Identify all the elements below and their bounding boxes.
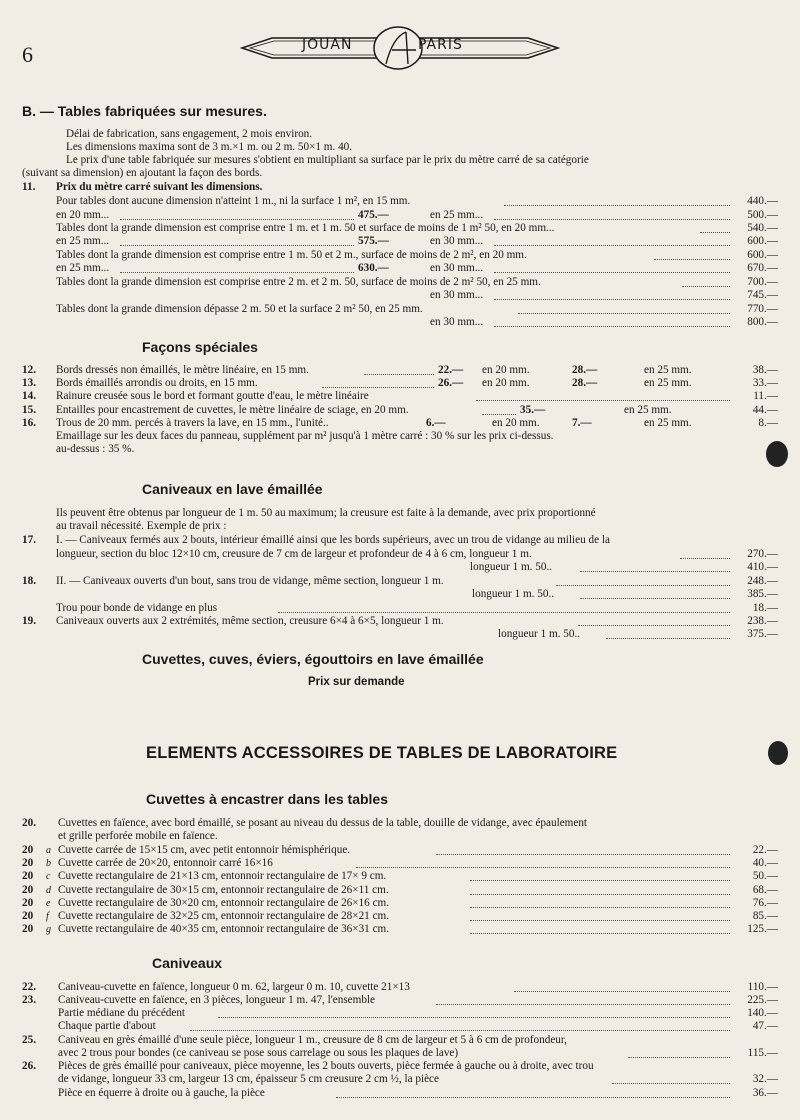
price: 700.— [747, 276, 778, 288]
section-b-title: B. — Tables fabriquées sur mesures. [22, 103, 267, 119]
caniveau-text: Pièce en équerre à droite ou à gauche, la pièce [58, 1087, 265, 1099]
item-number: 16. [22, 417, 36, 429]
price: 540.— [747, 222, 778, 234]
price: 745.— [747, 289, 778, 301]
caniveau-text: avec 2 trous pour bondes (ce caniveau se pose sous carrelage ou sous les plaques de lave) [58, 1047, 459, 1059]
item-number: 20 [22, 896, 34, 909]
caniveaux-lave-title: Caniveaux en lave émaillée [142, 481, 323, 497]
facon-text: Bords dressés non émaillés, le mètre linéaire, en 15 mm. [56, 364, 309, 376]
cuvette-text: et grille perforée mobile en faïence. [58, 830, 218, 842]
item-number: 17. [22, 534, 36, 546]
table-line: en 25 mm... [430, 209, 484, 221]
inline-price: 35.— [520, 404, 546, 416]
price-on-demand: Prix sur demande [308, 676, 405, 688]
price: 670.— [747, 262, 778, 274]
intro-line: Le prix d'une table fabriquée sur mesures s'obtient en multipliant sa surface par le prix du mètre carré de sa catégorie [66, 154, 589, 166]
facon-measure: en 25 mm. [644, 364, 692, 376]
logo-text-right: PARIS [418, 37, 463, 53]
cuvette-item-text: Cuvette carrée de 20×20, entonnoir carré 16×16 [58, 857, 273, 870]
facon-measure: en 25 mm. [624, 404, 672, 416]
caniveau-text: longueur 1 m. 50.. [470, 561, 553, 573]
item-number: 11. [22, 181, 36, 193]
facon-text: Entailles pour encastrement de cuvettes, le mètre linéaire de sciage, en 20 mm. [56, 404, 409, 416]
price: 600.— [747, 249, 778, 261]
caniveau-text: Caniveau en grès émaillé d'une seule pièce, longueur 1 m., creusure de 8 cm de largeur et 5 à 6 cm de profondeur, [58, 1034, 567, 1046]
facon-measure: en 25 mm. [644, 417, 692, 429]
intro-line: Délai de fabrication, sans engagement, 2 mois environ. [66, 128, 313, 140]
price: 18.— [752, 602, 778, 614]
price: 248.— [747, 575, 778, 587]
price: 125.— [747, 923, 778, 936]
price: 225.— [747, 994, 778, 1006]
cuvette-item-text: Cuvette rectangulaire de 40×35 cm, entonnoir rectangulaire de 36×31 cm. [58, 923, 390, 936]
item-number: 26. [22, 1060, 36, 1072]
inline-price: 26.— [438, 377, 464, 389]
item-number: 20. [22, 817, 36, 829]
logo-banner [240, 26, 560, 72]
item-number: 20 [22, 857, 34, 870]
cuvette-item-text: Cuvette rectangulaire de 30×20 cm, entonnoir rectangulaire de 26×16 cm. [58, 896, 390, 909]
facon-text: Rainure creusée sous le bord et formant goutte d'eau, le mètre linéaire [56, 390, 369, 402]
item-suffix: a [46, 845, 51, 856]
item-number: 12. [22, 364, 36, 376]
caniveau-text: longueur 1 m. 50.. [498, 628, 581, 640]
item-number: 13. [22, 377, 36, 389]
inline-price: 6.— [426, 417, 446, 429]
caniveau-text: longueur, section du bloc 12×10 cm, creusure de 7 cm de largeur et profondeur de 4 à 6 cm, longueur 1 m. [56, 548, 532, 560]
price: 410.— [747, 561, 778, 573]
email-note: au-dessus : 35 %. [56, 443, 135, 455]
price: 40.— [752, 857, 778, 870]
caniveaux-title: Caniveaux [152, 955, 223, 971]
table-line: Tables dont la grande dimension dépasse 2 m. 50 et la surface 2 m² 50, en 25 mm. [56, 303, 423, 315]
price: 770.— [747, 303, 778, 315]
leader-dots [470, 907, 730, 908]
inline-price: 7.— [572, 417, 592, 429]
caniveau-text: Chaque partie d'about [58, 1020, 156, 1032]
table-line: en 25 mm... [56, 235, 110, 247]
price: 44.— [752, 404, 778, 416]
binder-hole [768, 741, 788, 765]
facon-measure: en 20 mm. [492, 417, 540, 429]
intro-line: (suivant sa dimension) en ajoutant la façon des bords. [22, 167, 263, 179]
inline-price: 575.— [358, 235, 389, 247]
item-number: 15. [22, 404, 36, 416]
leader-dots [356, 867, 730, 868]
table-line: en 25 mm... [56, 262, 110, 274]
price: 50.— [752, 870, 778, 883]
item-suffix: d [46, 884, 51, 896]
item-number: 20 [22, 844, 34, 856]
cuvette-item-text: Cuvette rectangulaire de 32×25 cm, entonnoir rectangulaire de 28×21 cm. [58, 910, 390, 922]
price: 33.— [752, 377, 778, 389]
price: 375.— [747, 628, 778, 640]
email-note: Emaillage sur les deux faces du panneau, supplément par m² jusqu'à 1 mètre carré : 30 % sur les prix ci-dessus. [56, 430, 554, 442]
cuvette-text: Cuvettes en faïence, avec bord émaillé, se posant au niveau du dessus de la table, douille de vidange, avec épaulement [58, 817, 588, 829]
price: 440.— [747, 195, 778, 207]
item-number: 20 [22, 923, 34, 936]
caniveau-text: II. — Caniveaux ouverts d'un bout, sans trou de vidange, même section, longueur 1 m. [56, 575, 444, 587]
item-suffix: e [46, 897, 51, 909]
facons-title: Façons spéciales [142, 339, 258, 355]
item-number: 20 [22, 883, 34, 896]
table-line: Tables dont la grande dimension est comprise entre 1 m. 50 et 2 m., surface de moins de 2 m², en 20 mm. [56, 249, 527, 261]
table-line: en 30 mm... [430, 235, 484, 247]
item-suffix: c [46, 871, 51, 883]
price: 8.— [758, 417, 778, 429]
inline-price: 630.— [358, 262, 389, 274]
leader-dots [470, 880, 730, 881]
table-line: Tables dont la grande dimension est comprise entre 1 m. et 1 m. 50 et surface de moins de 1 m² 50, en 20 mm... [56, 222, 555, 234]
price: 600.— [747, 235, 778, 247]
caniveau-text: longueur 1 m. 50.. [472, 588, 555, 600]
cuvette-item-text: Cuvette carrée de 15×15 cm, avec petit entonnoir hémisphérique. [58, 844, 351, 856]
price: 140.— [747, 1007, 778, 1019]
price: 85.— [752, 910, 778, 922]
caniveau-text: Caniveau-cuvette en faïence, longueur 0 m. 62, largeur 0 m. 10, cuvette 21×13 [58, 981, 410, 993]
table-line: en 20 mm... [56, 209, 110, 221]
logo-text-left: JOUAN [302, 37, 353, 53]
table-line: Pour tables dont aucune dimension n'atteint 1 m., ni la surface 1 m², en 15 mm. [56, 195, 411, 207]
price: 38.— [752, 364, 778, 376]
leader-dots [470, 920, 730, 921]
facon-measure: en 20 mm. [482, 364, 530, 376]
elements-title: ELEMENTS ACCESSOIRES DE TABLES DE LABORATOIRE [146, 744, 618, 762]
item-number: 23. [22, 994, 36, 1006]
caniveau-text: Caniveau-cuvette en faïence, en 3 pièces, longueur 1 m. 47, l'ensemble [58, 994, 376, 1006]
item-suffix: f [46, 911, 49, 922]
price: 238.— [747, 615, 778, 627]
price: 115.— [747, 1047, 778, 1059]
facon-measure: en 20 mm. [482, 377, 530, 389]
item-number: 20 [22, 870, 34, 883]
caniveau-text: Trou pour bonde de vidange en plus [56, 602, 218, 614]
item-number: 19. [22, 615, 36, 627]
caniveau-text: Partie médiane du précédent [58, 1007, 186, 1019]
item-number: 14. [22, 390, 36, 402]
caniveau-text: I. — Caniveaux fermés aux 2 bouts, intérieur émaillé ainsi que les bords supérieurs, avec un trou de vidange au milieu de la [56, 534, 610, 546]
cuvettes-title: Cuvettes à encastrer dans les tables [146, 791, 389, 807]
caniveau-text: de vidange, longueur 33 cm, largeur 13 cm, épaisseur 5 cm creusure 2 cm ½, la pièce [58, 1073, 439, 1085]
item-number: 18. [22, 575, 36, 587]
leader-dots [470, 894, 730, 895]
intro-line: au travail nécessité. Exemple de prix : [56, 520, 227, 532]
facon-measure: en 25 mm. [644, 377, 692, 389]
cuvettes-lave-title: Cuvettes, cuves, éviers, égouttoirs en lave émaillée [142, 651, 484, 667]
page-number: 6 [22, 42, 33, 67]
intro-line: Ils peuvent être obtenus par longueur de 1 m. 50 au maximum; la creusure est faite à la demande, avec prix proportionné [56, 507, 596, 519]
price: 800.— [747, 316, 778, 328]
inline-price: 22.— [438, 364, 464, 376]
item-number: 20 [22, 910, 34, 922]
inline-price: 475.— [358, 209, 389, 221]
caniveau-text: Caniveaux ouverts aux 2 extrémités, même section, creusure 6×4 à 6×5, longueur 1 m. [56, 615, 444, 627]
price: 32.— [752, 1073, 778, 1085]
price: 11.— [753, 390, 778, 402]
price: 68.— [752, 883, 778, 896]
inline-price: 28.— [572, 377, 598, 389]
leader-dots [470, 933, 730, 934]
item-suffix: b [46, 858, 51, 870]
price: 110.— [747, 981, 778, 993]
inline-price: 28.— [572, 364, 598, 376]
table-line: en 30 mm... [430, 289, 484, 301]
price: 36.— [752, 1087, 778, 1099]
facon-text: Trous de 20 mm. percés à travers la lave, en 15 mm., l'unité.. [56, 417, 329, 429]
caniveau-text: Pièces de grès émaillé pour caniveaux, pièce moyenne, les 2 bouts ouverts, pièce fermée à gauche ou à droite, avec trou [58, 1060, 594, 1072]
item-number: 22. [22, 981, 36, 993]
price: 500.— [747, 209, 778, 221]
leader-dots [436, 854, 730, 855]
table-line: en 30 mm... [430, 316, 484, 328]
cuvette-item-text: Cuvette rectangulaire de 21×13 cm, entonnoir rectangulaire de 17× 9 cm. [58, 870, 387, 883]
price: 385.— [747, 588, 778, 600]
price: 270.— [747, 548, 778, 560]
table-line: en 30 mm... [430, 262, 484, 274]
price: 47.— [752, 1020, 778, 1032]
facon-text: Bords émaillés arrondis ou droits, en 15 mm. [56, 377, 258, 389]
cuvette-item-text: Cuvette rectangulaire de 30×15 cm, entonnoir rectangulaire de 26×11 cm. [58, 883, 389, 896]
price: 22.— [752, 844, 778, 856]
intro-line: Les dimensions maxima sont de 3 m.×1 m. ou 2 m. 50×1 m. 40. [66, 141, 353, 153]
price: 76.— [752, 896, 778, 909]
item-number: 25. [22, 1034, 36, 1046]
item-title: Prix du mètre carré suivant les dimensions. [56, 181, 263, 193]
table-line: Tables dont la grande dimension est comprise entre 2 m. et 2 m. 50, surface de moins de 2 m² 50, en 25 mm. [56, 276, 541, 288]
item-suffix: g [46, 924, 51, 936]
binder-hole [766, 441, 788, 467]
